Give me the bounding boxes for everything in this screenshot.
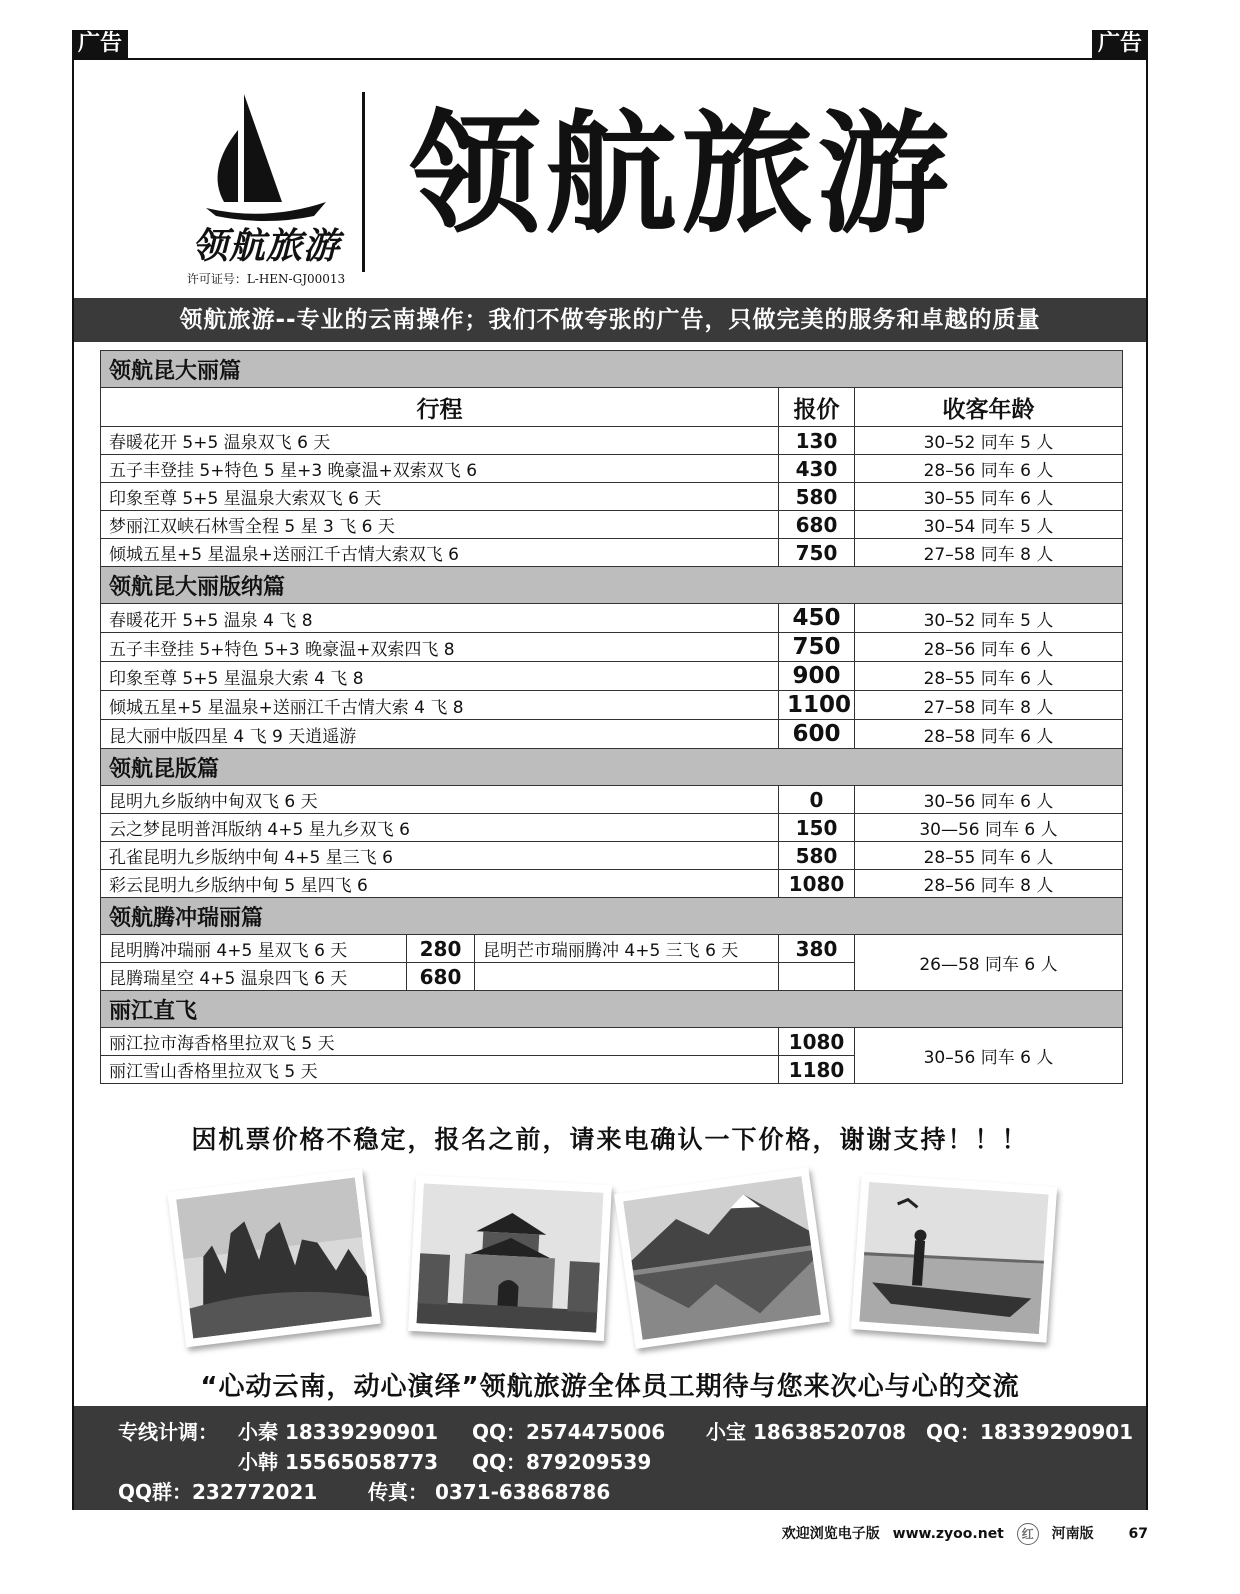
table-row [101,427,1123,455]
route-price-table [100,350,1123,1084]
route-cell: 倾城五星+5 星温泉+送丽江千古情大索双飞 6 [101,539,779,567]
route-cell: 昆明芒市瑞丽腾冲 4+5 三飞 6 天 [475,935,779,963]
age-cell: 30–52 同车 5 人 [855,604,1123,633]
table-row [101,842,1123,870]
route-cell: 印象至尊 5+5 星温泉大索双飞 6 天 [101,483,779,511]
footer-edition: 河南版 [1051,1526,1094,1542]
age-cell: 30–55 同车 6 人 [855,483,1123,511]
empty-cell [475,963,779,991]
route-cell: 孔雀昆明九乡版纳中甸 4+5 星三飞 6 [101,842,779,870]
age-cell: 30–56 同车 6 人 [855,1028,1123,1084]
header-row [101,388,1123,427]
contact-phone-3: 小韩 15565058773 [238,1450,439,1474]
price-cell: 450 [779,604,855,633]
empty-cell [779,963,855,991]
price-cell: 150 [779,814,855,842]
table-row [101,870,1123,898]
age-cell: 28–56 同车 8 人 [855,870,1123,898]
photo-snow-mountain-lake [614,1167,830,1349]
route-cell: 丽江雪山香格里拉双飞 5 天 [101,1056,779,1084]
photo-dali-gate [408,1175,612,1341]
contact-fax: 传真： 0371-63868786 [368,1480,611,1504]
section-title: 领航昆版篇 [101,749,1123,786]
table-row [101,539,1123,567]
price-cell: 0 [779,786,855,814]
table-row [101,662,1123,691]
logo-divider [362,92,365,272]
logo-name: 领航旅游 [191,225,340,267]
price-cell: 580 [779,483,855,511]
contact-qq-1: QQ：2574475006 [472,1420,666,1444]
company-logo [166,90,366,290]
col-header-price: 报价 [779,388,855,427]
section-row [101,567,1123,604]
page-number: 67 [1128,1526,1148,1542]
age-cell: 27–58 同车 8 人 [855,539,1123,567]
footer-url[interactable]: www.zyoo.net [892,1526,1004,1542]
col-header-route: 行程 [101,388,779,427]
table-row [101,511,1123,539]
price-cell: 1180 [779,1056,855,1084]
section-title: 领航昆大丽版纳篇 [101,567,1123,604]
table-row [101,691,1123,720]
table-row [101,720,1123,749]
price-cell: 1080 [779,870,855,898]
table-row [101,1028,1123,1056]
age-cell: 27–58 同车 8 人 [855,691,1123,720]
price-cell: 430 [779,455,855,483]
footer-logo-icon: 红 [1017,1523,1039,1545]
age-cell: 28–56 同车 6 人 [855,633,1123,662]
route-cell: 倾城五星+5 星温泉+送丽江千古情大索 4 飞 8 [101,691,779,720]
price-cell: 380 [779,935,855,963]
route-cell: 丽江拉市海香格里拉双飞 5 天 [101,1028,779,1056]
col-header-age: 收客年龄 [855,388,1123,427]
contact-label: 专线计调： [118,1420,218,1444]
photo-fisherman-boat [851,1173,1057,1342]
slogan-bar: 领航旅游--专业的云南操作；我们不做夸张的广告，只做完美的服务和卓越的质量 [74,298,1146,342]
age-cell: 30–52 同车 5 人 [855,427,1123,455]
table-row [101,483,1123,511]
section-row [101,351,1123,388]
table-row [101,633,1123,662]
contact-qq-2: QQ：18339290901 [926,1420,1134,1444]
price-cell: 600 [779,720,855,749]
section-title: 领航昆大丽篇 [101,351,1123,388]
route-cell: 印象至尊 5+5 星温泉大索 4 飞 8 [101,662,779,691]
price-notice: 因机票价格不稳定，报名之前，请来电确认一下价格，谢谢支持！！！ [191,1125,1029,1154]
route-cell: 五子丰登挂 5+特色 5 星+3 晚豪温+双索双飞 6 [101,455,779,483]
price-cell: 750 [779,633,855,662]
section-title: 丽江直飞 [101,991,1123,1028]
contact-qq-3: QQ：879209539 [472,1450,652,1474]
table-row [101,935,1123,963]
table-row [101,814,1123,842]
age-cell: 28–55 同车 6 人 [855,662,1123,691]
route-cell: 昆腾瑞星空 4+5 温泉四飞 6 天 [101,963,407,991]
closing-message: “心动云南，动心演绎”领航旅游全体员工期待与您来次心与心的交流 [200,1372,1020,1402]
contact-bar [74,1406,1146,1510]
ad-tag-right: 广告 [1092,30,1148,58]
age-cell: 28–58 同车 6 人 [855,720,1123,749]
price-cell: 680 [407,963,475,991]
age-cell: 28–56 同车 6 人 [855,455,1123,483]
contact-qq-group: QQ群：232772021 [118,1480,318,1504]
route-cell: 昆明九乡版纳中甸双飞 6 天 [101,786,779,814]
price-cell: 750 [779,539,855,567]
price-cell: 580 [779,842,855,870]
license-number: 许可证号：L-HEN-GJ00013 [186,272,346,286]
route-cell: 五子丰登挂 5+特色 5+3 晚豪温+双索四飞 8 [101,633,779,662]
section-title: 领航腾冲瑞丽篇 [101,898,1123,935]
ad-tag-left: 广告 [72,30,128,58]
route-cell: 彩云昆明九乡版纳中甸 5 星四飞 6 [101,870,779,898]
route-cell: 云之梦昆明普洱版纳 4+5 星九乡双飞 6 [101,814,779,842]
table-row [101,455,1123,483]
price-cell: 280 [407,935,475,963]
price-cell: 130 [779,427,855,455]
route-cell: 昆大丽中版四星 4 飞 9 天逍遥游 [101,720,779,749]
age-cell: 30–56 同车 6 人 [855,786,1123,814]
section-row [101,991,1123,1028]
table-row [101,786,1123,814]
contact-phone-1: 小秦 18339290901 [238,1420,439,1444]
age-cell: 30–54 同车 5 人 [855,511,1123,539]
age-cell: 30—56 同车 6 人 [855,814,1123,842]
sailboat-icon [166,90,366,230]
price-cell: 1100 [779,691,855,720]
page-footer [774,1523,1148,1545]
footer-welcome: 欢迎浏览电子版 [781,1526,880,1542]
brand-title: 领航旅游 [409,98,953,252]
age-cell: 28–55 同车 6 人 [855,842,1123,870]
route-cell: 春暖花开 5+5 温泉 4 飞 8 [101,604,779,633]
price-cell: 900 [779,662,855,691]
price-cell: 1080 [779,1028,855,1056]
age-cell: 26—58 同车 6 人 [855,935,1123,991]
route-cell: 春暖花开 5+5 温泉双飞 6 天 [101,427,779,455]
ad-frame [72,58,1148,1510]
table-row [101,604,1123,633]
contact-phone-2: 小宝 18638520708 [706,1420,907,1444]
route-cell: 梦丽江双峡石林雪全程 5 星 3 飞 6 天 [101,511,779,539]
section-row [101,898,1123,935]
photo-stone-forest [167,1169,381,1348]
route-cell: 昆明腾冲瑞丽 4+5 星双飞 6 天 [101,935,407,963]
section-row [101,749,1123,786]
price-cell: 680 [779,511,855,539]
